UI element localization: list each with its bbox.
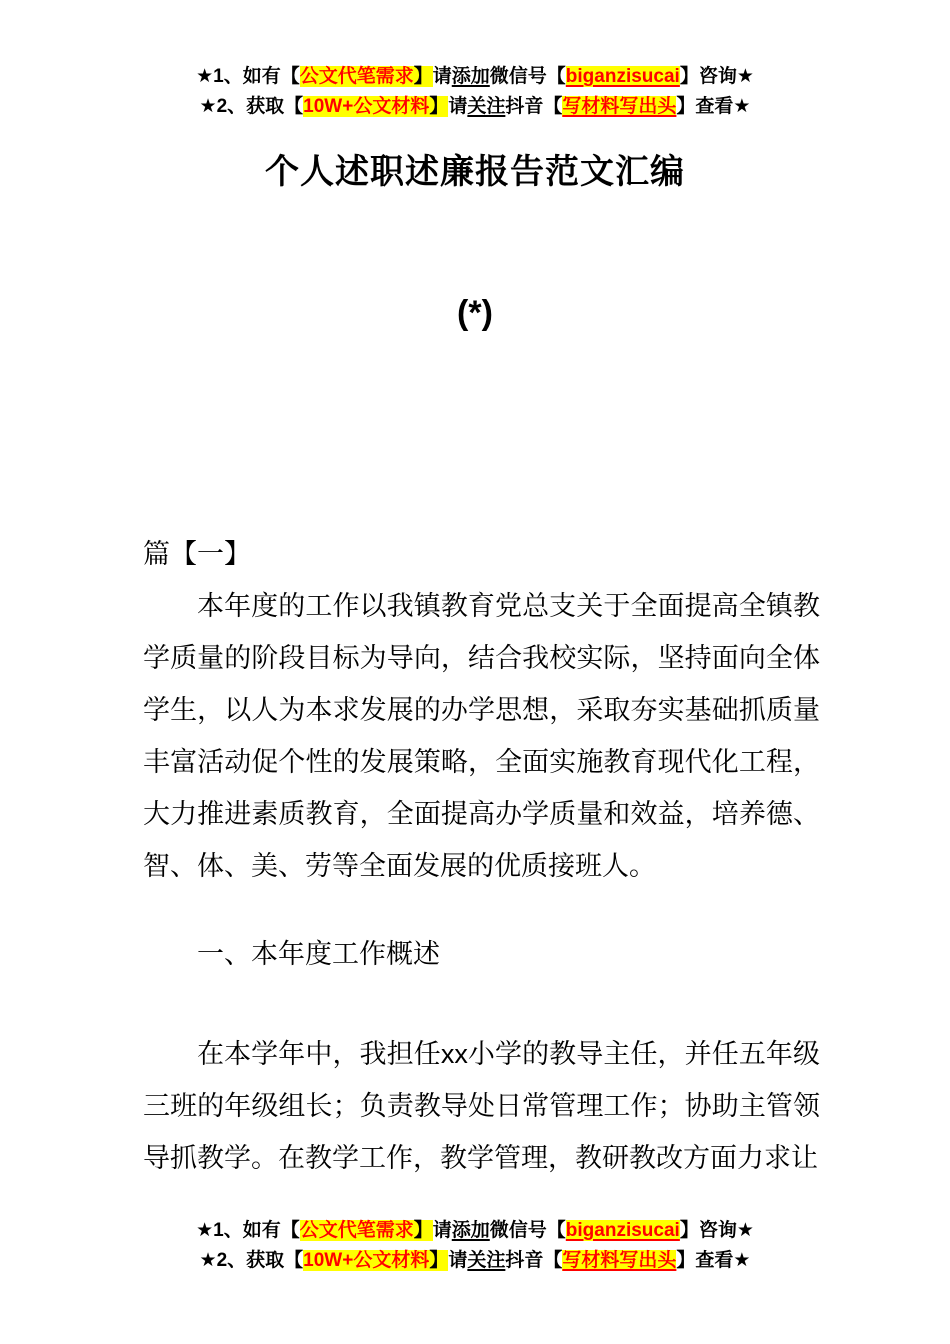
promo-douyin-id: 写材料写出头 — [562, 1250, 677, 1271]
promo-text: 微信号【 — [489, 1220, 566, 1241]
promo-text: 请 — [448, 1250, 468, 1271]
paragraph: 在本学年中，我担任xx小学的教导主任，并任五年级三班的年级组长；负责教导处日常管理工作；协助主管领导抓教学。在教学工作，教学管理，教研教改方面力求让 — [143, 1039, 820, 1173]
promo-wechat-id: biganzisucai — [565, 66, 680, 87]
promo-text: 】咨询★ — [679, 66, 754, 87]
promo-footer-line-2 — [0, 1246, 950, 1276]
promo-header-line-2 — [0, 92, 950, 122]
promo-underlined-word: 添加 — [451, 1220, 490, 1241]
page-marker: (*) — [457, 294, 493, 332]
promo-text: 请 — [432, 1220, 452, 1241]
section-label: 篇【一】 — [143, 539, 251, 569]
paragraph: 本年度的工作以我镇教育党总支关于全面提高全镇教学质量的阶段目标为导向，结合我校实际，坚持面向全体学生，以人为本求发展的办学思想，采取夯实基础抓质量丰富活动促个性的发展策略，全面实施教育现代化工程，大力推进素质教育，全面提高办学质量和效益，培养德、智、体、美、劳等全面发展的优质接班人。 — [143, 591, 820, 881]
promo-text: 请 — [432, 66, 452, 87]
promo-wechat-id: biganzisucai — [565, 1220, 680, 1241]
promo-footer — [0, 1216, 950, 1276]
promo-text: 】查看★ — [676, 1250, 751, 1271]
promo-bracket: 】 — [429, 1250, 449, 1271]
promo-text: 请 — [448, 96, 468, 117]
promo-highlight-phrase: 10W+公文材料 — [303, 1250, 430, 1271]
promo-douyin-id: 写材料写出头 — [562, 96, 677, 117]
promo-underlined-word: 添加 — [451, 66, 490, 87]
promo-header-line-1 — [0, 62, 950, 92]
promo-text: ★2、获取【 — [199, 96, 304, 117]
promo-text: 抖音【 — [505, 96, 563, 117]
promo-bracket: 】 — [413, 66, 433, 87]
promo-text: ★2、获取【 — [199, 1250, 304, 1271]
promo-text: ★1、如有【 — [196, 66, 300, 87]
document-body — [143, 528, 820, 1184]
promo-bracket: 】 — [413, 1220, 433, 1241]
section-heading: 一、本年度工作概述 — [197, 939, 440, 969]
promo-underlined-word: 关注 — [467, 1250, 506, 1271]
promo-text: ★1、如有【 — [196, 1220, 300, 1241]
promo-highlight-phrase: 公文代笔需求 — [299, 66, 414, 87]
promo-highlight-phrase: 公文代笔需求 — [299, 1220, 414, 1241]
promo-text: 抖音【 — [505, 1250, 563, 1271]
promo-header — [0, 0, 950, 122]
promo-bracket: 】 — [429, 96, 449, 117]
promo-highlight-phrase: 10W+公文材料 — [303, 96, 430, 117]
document-title: 个人述职述廉报告范文汇编 — [265, 153, 685, 191]
promo-underlined-word: 关注 — [467, 96, 506, 117]
promo-footer-line-1 — [0, 1216, 950, 1246]
promo-text: 微信号【 — [489, 66, 566, 87]
promo-text: 】查看★ — [676, 96, 751, 117]
promo-text: 】咨询★ — [679, 1220, 754, 1241]
